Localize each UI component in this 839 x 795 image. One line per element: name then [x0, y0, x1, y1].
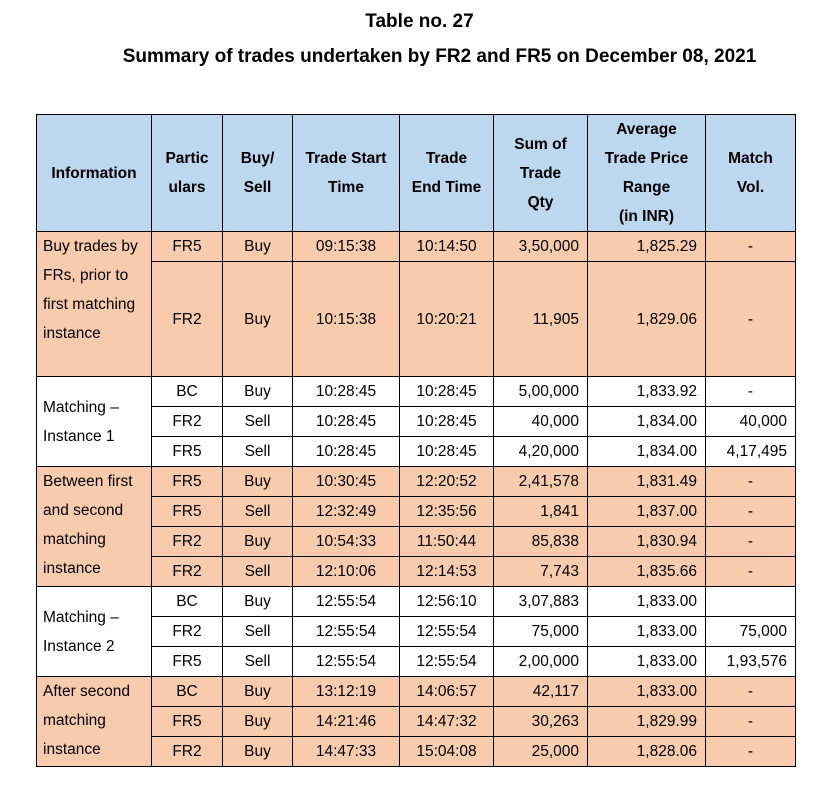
cell-particulars: FR5 [152, 647, 223, 677]
cell-qty: 11,905 [494, 262, 588, 377]
cell-avg: 1,828.06 [588, 737, 706, 767]
cell-start: 12:32:49 [293, 497, 400, 527]
cell-side: Buy [223, 737, 293, 767]
cell-end: 10:14:50 [400, 232, 494, 262]
cell-end: 12:14:53 [400, 557, 494, 587]
cell-start: 12:55:54 [293, 617, 400, 647]
cell-qty: 30,263 [494, 707, 588, 737]
cell-side: Buy [223, 527, 293, 557]
cell-start: 12:55:54 [293, 647, 400, 677]
cell-side: Sell [223, 647, 293, 677]
header-average-price-range: Average Trade Price Range (in INR) [588, 115, 706, 232]
cell-particulars: FR2 [152, 557, 223, 587]
header-trade-end-time: Trade End Time [400, 115, 494, 232]
cell-avg: 1,829.99 [588, 707, 706, 737]
cell-qty: 2,41,578 [494, 467, 588, 497]
cell-avg: 1,837.00 [588, 497, 706, 527]
header-row [37, 115, 796, 232]
cell-match: - [706, 527, 796, 557]
cell-end: 11:50:44 [400, 527, 494, 557]
cell-particulars: FR2 [152, 407, 223, 437]
cell-end: 14:47:32 [400, 707, 494, 737]
header-buy-sell: Buy/ Sell [223, 115, 293, 232]
cell-qty: 1,841 [494, 497, 588, 527]
cell-qty: 25,000 [494, 737, 588, 767]
cell-start: 10:28:45 [293, 437, 400, 467]
cell-avg: 1,833.00 [588, 647, 706, 677]
cell-qty: 5,00,000 [494, 377, 588, 407]
table-row [37, 377, 796, 407]
cell-side: Sell [223, 617, 293, 647]
cell-side: Sell [223, 407, 293, 437]
cell-end: 12:55:54 [400, 647, 494, 677]
cell-qty: 40,000 [494, 407, 588, 437]
cell-particulars: FR2 [152, 262, 223, 377]
cell-avg: 1,835.66 [588, 557, 706, 587]
cell-avg: 1,833.00 [588, 587, 706, 617]
group-info: Matching – Instance 1 [37, 377, 152, 467]
cell-match: 1,93,576 [706, 647, 796, 677]
cell-qty: 4,20,000 [494, 437, 588, 467]
table-row [37, 677, 796, 707]
cell-match: - [706, 262, 796, 377]
header-match-vol: Match Vol. [706, 115, 796, 232]
header-sum-trade-qty: Sum of Trade Qty [494, 115, 588, 232]
cell-start: 13:12:19 [293, 677, 400, 707]
cell-particulars: FR2 [152, 737, 223, 767]
table-row [37, 587, 796, 617]
group-info: Between first and second matching instance [37, 467, 152, 587]
cell-match: - [706, 232, 796, 262]
cell-side: Buy [223, 467, 293, 497]
table-title: Summary of trades undertaken by FR2 and FR5 on December 08, 2021 [122, 46, 757, 67]
cell-qty: 2,00,000 [494, 647, 588, 677]
header-information: Information [37, 115, 152, 232]
cell-particulars: FR2 [152, 527, 223, 557]
cell-particulars: FR2 [152, 617, 223, 647]
cell-match: - [706, 737, 796, 767]
cell-match: - [706, 467, 796, 497]
group-info: After second matching instance [37, 677, 152, 767]
cell-avg: 1,833.00 [588, 617, 706, 647]
cell-side: Buy [223, 707, 293, 737]
header-trade-start-time: Trade Start Time [293, 115, 400, 232]
cell-end: 12:56:10 [400, 587, 494, 617]
cell-qty: 42,117 [494, 677, 588, 707]
cell-avg: 1,825.29 [588, 232, 706, 262]
cell-qty: 3,50,000 [494, 232, 588, 262]
table-row [37, 467, 796, 497]
cell-end: 12:55:54 [400, 617, 494, 647]
cell-start: 10:28:45 [293, 407, 400, 437]
cell-particulars: FR5 [152, 437, 223, 467]
cell-side: Buy [223, 377, 293, 407]
cell-side: Buy [223, 677, 293, 707]
cell-end: 14:06:57 [400, 677, 494, 707]
cell-avg: 1,833.92 [588, 377, 706, 407]
cell-end: 10:28:45 [400, 407, 494, 437]
cell-end: 10:28:45 [400, 377, 494, 407]
cell-particulars: BC [152, 587, 223, 617]
cell-avg: 1,834.00 [588, 437, 706, 467]
cell-particulars: FR5 [152, 467, 223, 497]
cell-end: 12:20:52 [400, 467, 494, 497]
cell-qty: 85,838 [494, 527, 588, 557]
cell-particulars: BC [152, 377, 223, 407]
cell-particulars: BC [152, 677, 223, 707]
table-number: Table no. 27 [365, 11, 474, 32]
cell-side: Buy [223, 232, 293, 262]
cell-match: - [706, 707, 796, 737]
cell-side: Buy [223, 262, 293, 377]
cell-side: Sell [223, 557, 293, 587]
group-info: Matching – Instance 2 [37, 587, 152, 677]
cell-side: Buy [223, 587, 293, 617]
cell-match: - [706, 557, 796, 587]
cell-particulars: FR5 [152, 497, 223, 527]
cell-avg: 1,831.49 [588, 467, 706, 497]
cell-start: 14:21:46 [293, 707, 400, 737]
cell-particulars: FR5 [152, 707, 223, 737]
cell-side: Sell [223, 437, 293, 467]
cell-start: 10:15:38 [293, 262, 400, 377]
cell-match [706, 587, 796, 617]
cell-start: 09:15:38 [293, 232, 400, 262]
table-row [37, 232, 796, 262]
cell-avg: 1,830.94 [588, 527, 706, 557]
cell-end: 10:28:45 [400, 437, 494, 467]
trades-table [36, 114, 796, 767]
cell-side: Sell [223, 497, 293, 527]
cell-match: 4,17,495 [706, 437, 796, 467]
cell-match: 40,000 [706, 407, 796, 437]
header-particulars: Partic ulars [152, 115, 223, 232]
cell-avg: 1,829.06 [588, 262, 706, 377]
cell-match: - [706, 377, 796, 407]
cell-start: 10:28:45 [293, 377, 400, 407]
cell-particulars: FR5 [152, 232, 223, 262]
cell-qty: 75,000 [494, 617, 588, 647]
cell-start: 12:55:54 [293, 587, 400, 617]
cell-end: 12:35:56 [400, 497, 494, 527]
cell-qty: 7,743 [494, 557, 588, 587]
cell-match: - [706, 497, 796, 527]
cell-start: 14:47:33 [293, 737, 400, 767]
cell-avg: 1,833.00 [588, 677, 706, 707]
cell-start: 10:54:33 [293, 527, 400, 557]
cell-start: 12:10:06 [293, 557, 400, 587]
cell-end: 15:04:08 [400, 737, 494, 767]
cell-match: 75,000 [706, 617, 796, 647]
cell-qty: 3,07,883 [494, 587, 588, 617]
cell-avg: 1,834.00 [588, 407, 706, 437]
cell-match: - [706, 677, 796, 707]
cell-start: 10:30:45 [293, 467, 400, 497]
group-info: Buy trades by FRs, prior to first matching instance [37, 232, 152, 377]
cell-end: 10:20:21 [400, 262, 494, 377]
